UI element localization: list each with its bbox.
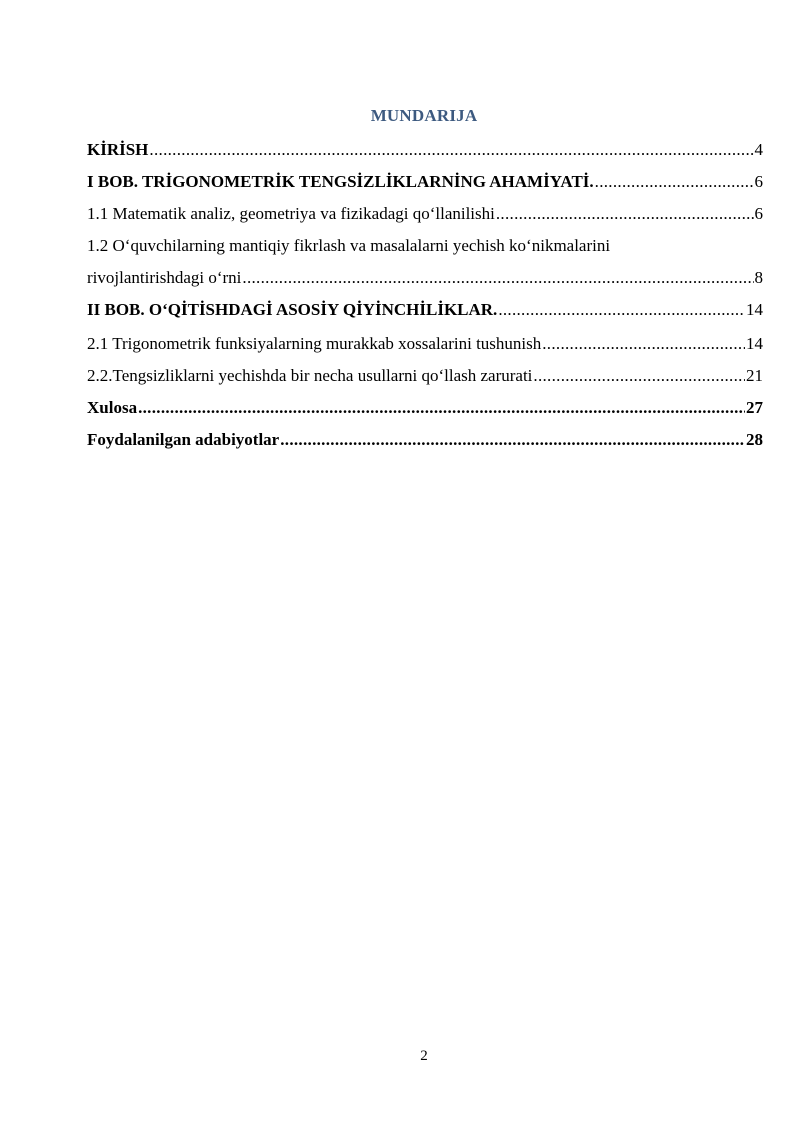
toc-entry-label: Foydalanilgan adabiyotlar (87, 430, 280, 449)
dot-leader (542, 334, 745, 354)
toc-entry-chapter-2[interactable] (87, 300, 763, 320)
dot-leader (595, 172, 754, 192)
toc-entry-page: 6 (754, 172, 763, 191)
toc-entry-label: KİRİSH (87, 140, 149, 159)
toc-entry-page: 21 (746, 366, 763, 385)
dot-leader (533, 366, 745, 386)
toc-entry-label: 1.1 Matematik analiz, geometriya va fizikadagi qo‘llanilishi (87, 204, 495, 223)
toc-entry-chapter-1[interactable] (87, 172, 763, 192)
toc-entry-section-1-2-line2[interactable] (87, 268, 763, 288)
toc-entry-section-1-2-line1[interactable] (87, 236, 763, 256)
toc-entry-page: 28 (746, 430, 763, 449)
toc-entry-label: Xulosa (87, 398, 138, 417)
toc-entry-label: 2.2.Tengsizliklarni yechishda bir necha usullarni qo‘llash zarurati (87, 366, 533, 385)
dot-leader (498, 300, 745, 320)
toc-entry-kirish[interactable] (87, 140, 763, 160)
toc-entry-label: 2.1 Trigonometrik funksiyalarning murakkab xossalarini tushunish (87, 334, 542, 353)
dot-leader (242, 268, 753, 288)
dot-leader (138, 398, 745, 418)
toc-entry-label: II BOB. O‘QİTİSHDAGİ ASOSİY QİYİNCHİLİKLAR. (87, 300, 498, 319)
toc-entry-section-1-1[interactable] (87, 204, 763, 224)
dot-leader (280, 430, 745, 450)
toc-entry-page: 14 (746, 334, 763, 353)
toc-entry-xulosa[interactable] (87, 398, 763, 418)
toc-entry-section-2-2[interactable] (87, 366, 763, 386)
toc-entry-page: 6 (754, 204, 763, 223)
toc-entry-page: 8 (754, 268, 763, 287)
dot-leader (149, 140, 753, 160)
toc-entry-page: 4 (754, 140, 763, 159)
toc-entry-page: 27 (746, 398, 763, 417)
toc-entry-adabiyotlar[interactable] (87, 430, 763, 450)
page-number: 2 (420, 1048, 428, 1064)
dot-leader (496, 204, 754, 224)
toc-entry-section-2-1[interactable] (87, 334, 763, 354)
toc-title: MUNDARIJA (370, 106, 478, 125)
toc-entry-page: 14 (746, 300, 763, 319)
toc-entry-label: I BOB. TRİGONOMETRİK TENGSİZLİKLARNİNG AHAMİYATİ. (87, 172, 594, 191)
toc-entry-label-line1: 1.2 O‘quvchilarning mantiqiy fikrlash va masalalarni yechish ko‘nikmalarini (87, 236, 611, 255)
toc-entry-label-line2: rivojlantirishdagi o‘rni (87, 268, 242, 287)
